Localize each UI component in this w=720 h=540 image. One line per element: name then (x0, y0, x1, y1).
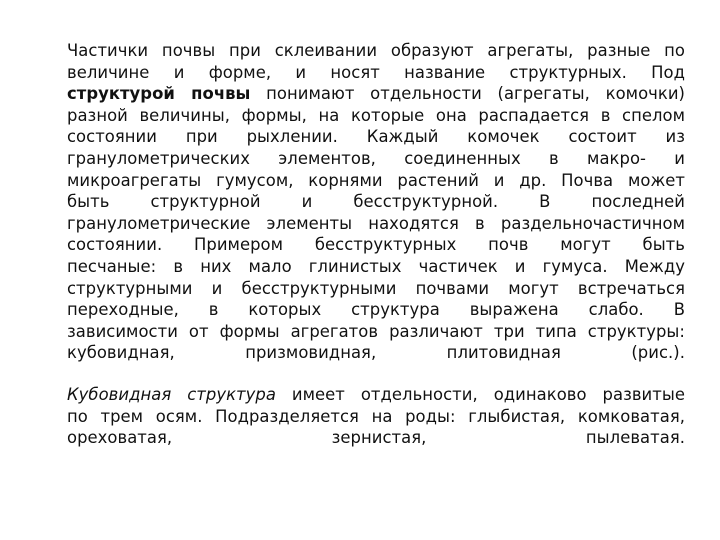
text-line: переходные, в которых структура выражена слабо. В (67, 300, 685, 320)
text-line: структурными и бесструктурными почвами могут встречаться (67, 278, 685, 298)
paragraph-cuboid-structure (67, 384, 685, 449)
text-line: быть структурной и бесструктурной. В последней (67, 192, 685, 212)
text-fragment: понимают отдельности (агрегаты, комочки) (250, 84, 685, 104)
text-line: кубовидная, призмовидная, плитовидная (рис.). (67, 343, 685, 363)
text-line (67, 384, 685, 406)
text-line: гранулометрические элементы находятся в раздельночастичном (67, 213, 685, 233)
text-line: разной величины, формы, на которые она распадается в спелом (67, 105, 685, 125)
paragraph-soil-structure (67, 40, 685, 364)
text-line: Частички почвы при склеивании образуют агрегаты, разные по (67, 41, 685, 60)
text-line: по трем осям. Подразделяется на роды: глыбистая, комковатая, (67, 406, 685, 426)
text-line: ореховатая, зернистая, пылеватая. (67, 428, 685, 448)
text-line (67, 83, 685, 105)
text-line: зависимости от формы агрегатов различают три типа структуры: (67, 321, 685, 341)
text-fragment: имеет отдельности, одинаково развитые (275, 385, 685, 404)
text-line: величине и форме, и носят название структурных. Под (67, 62, 685, 82)
term-cuboid-structure: Кубовидная структура (67, 385, 276, 404)
text-line: микроагрегаты гумусом, корнями растений и др. Почва может (67, 170, 685, 190)
text-line: состоянии. Примером бесструктурных почв могут быть (67, 235, 685, 255)
text-line: песчаные: в них мало глинистых частичек и гумуса. Между (67, 256, 685, 276)
text-line: состоянии при рыхлении. Каждый комочек состоит из (67, 127, 685, 147)
term-soil-structure: структурой почвы (67, 84, 251, 104)
text-line: гранулометрических элементов, соединенных в макро- и (67, 148, 685, 168)
